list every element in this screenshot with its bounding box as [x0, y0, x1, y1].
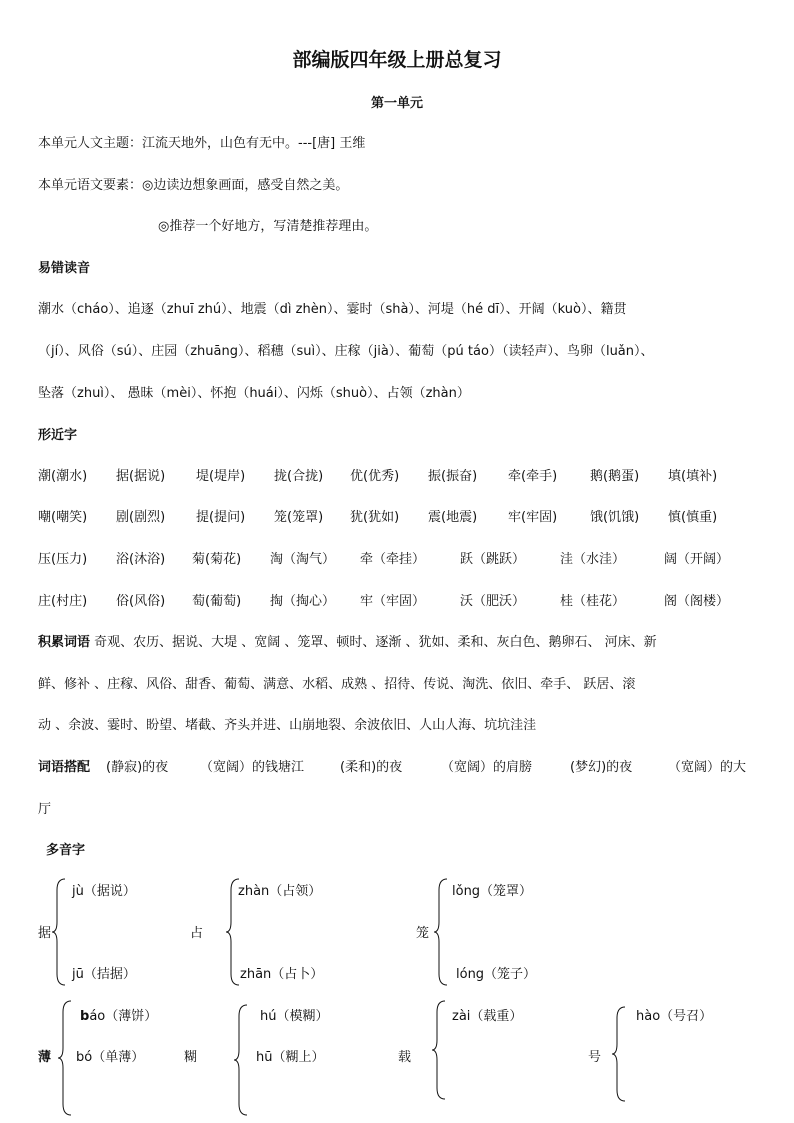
collocation-tail: 厅 [38, 802, 52, 817]
document-title: 部编版四年级上册总复习 [292, 49, 502, 71]
similar-char-item: 跃（跳跃） [460, 552, 526, 567]
vocab-line [38, 635, 657, 651]
polyphonic-reading: zài（载重） [452, 1009, 523, 1024]
polyphonic-char: 糊 [184, 1050, 198, 1065]
vocab-line: 鲜、修补 、庄稼、风俗、甜香、葡萄、满意、水稻、成熟 、招待、传说、淘洗、依旧、牵手、 跃居、滚 [38, 677, 636, 692]
similar-char-item: 桂（桂花） [560, 594, 626, 609]
element-item: ◎边读边想象画面，感受自然之美。 [142, 178, 349, 193]
collocation-item: (柔和)的夜 [340, 760, 403, 775]
similar-char-item: 饿(饥饿) [590, 510, 640, 525]
similar-char-item: 剧(剧烈) [116, 510, 166, 525]
collocation-item: （宽阔）的大 [668, 760, 747, 775]
polyphonic-char: 据 [38, 926, 52, 941]
elements-line [38, 178, 348, 194]
similar-char-item: 优(优秀) [350, 469, 400, 484]
polyphonic-reading: lǒng（笼罩） [452, 884, 533, 899]
similar-char-item: 沃（肥沃） [460, 594, 526, 609]
theme-text: 江流天地外，山色有无中。---[唐] 王维 [142, 136, 366, 151]
unit-title: 第一单元 [370, 96, 423, 111]
similar-char-item: 嘲(嘲笑) [38, 510, 88, 525]
collocation-item: (静寂)的夜 [106, 760, 169, 775]
polyphonic-reading: hú（模糊） [260, 1009, 329, 1024]
similar-char-item: 洼（水洼） [560, 552, 626, 567]
similar-char-item: 淘（淘气） [270, 552, 336, 567]
similar-char-item: 俗(风俗) [116, 594, 166, 609]
similar-char-item: 鹅(鹅蛋) [590, 469, 640, 484]
similar-char-item: 庄(村庄) [38, 594, 88, 609]
polyphonic-char: 薄 [38, 1050, 52, 1065]
polyphonic-reading: jū（拮据） [72, 967, 136, 982]
pronunciation-line: 坠落（zhuì）、 愚昧（mèi）、怀抱（huái）、闪烁（shuò）、占领（zhàn） [38, 386, 470, 401]
similar-char-item: 牢（牢固） [360, 594, 426, 609]
brace-icon [52, 878, 66, 986]
vocab-line: 动 、余波、霎时、盼望、堵截、齐头并进、山崩地裂、余波依旧、人山人海、坑坑洼洼 [38, 718, 537, 733]
polyphonic-char: 占 [190, 926, 204, 941]
similar-char-item: 提(提问) [196, 510, 246, 525]
similar-char-item: 堤(堤岸) [196, 469, 246, 484]
similar-char-item: 填(填补) [668, 469, 718, 484]
collocation-item: (梦幻)的夜 [570, 760, 633, 775]
similar-char-item: 牵（牵挂） [360, 552, 426, 567]
similar-char-item: 阁（阁楼） [664, 594, 730, 609]
brace-icon [234, 1004, 248, 1116]
similar-char-item: 拢(合拢) [274, 469, 324, 484]
polyphonic-reading: lóng（笼子） [456, 967, 537, 982]
element-item: ◎推荐一个好地方，写清楚推荐理由。 [158, 219, 378, 234]
similar-char-item: 牢(牢固) [508, 510, 558, 525]
theme-line [38, 136, 365, 152]
polyphonic-char: 载 [398, 1050, 412, 1065]
similar-char-item: 阔（开阔） [664, 552, 730, 567]
section-heading-similar: 形近字 [38, 428, 78, 443]
similar-char-item: 笼(笼罩) [274, 510, 324, 525]
polyphonic-reading: báo（薄饼） [80, 1009, 158, 1024]
similar-char-item: 震(地震) [428, 510, 478, 525]
similar-char-item: 菊(菊花) [192, 552, 242, 567]
polyphonic-char: 号 [588, 1050, 602, 1065]
similar-char-item: 潮(潮水) [38, 469, 88, 484]
vocab-text: 奇观、农历、据说、大堤 、宽阔 、笼罩、顿时、逐渐 、犹如、柔和、灰白色、鹅卵石、 河床、新 [94, 635, 657, 650]
brace-icon [434, 878, 448, 986]
brace-icon [58, 1000, 72, 1116]
brace-icon [432, 1000, 446, 1100]
polyphonic-reading: zhàn（占领） [238, 884, 322, 899]
similar-char-item: 据(据说) [116, 469, 166, 484]
polyphonic-char: 笼 [416, 926, 430, 941]
polyphonic-reading: hào（号召） [636, 1009, 713, 1024]
section-heading-pronunciation: 易错读音 [38, 261, 91, 276]
similar-char-item: 压(压力) [38, 552, 88, 567]
similar-char-item: 浴(沐浴) [116, 552, 166, 567]
similar-char-item: 犹(犹如) [350, 510, 400, 525]
brace-icon [612, 1006, 626, 1102]
collocation-item: （宽阔）的肩膀 [441, 760, 533, 775]
similar-char-item: 萄(葡萄) [192, 594, 242, 609]
similar-char-item: 振(振奋) [428, 469, 478, 484]
similar-char-item: 掏（掏心） [270, 594, 336, 609]
polyphonic-reading: jù（据说） [72, 884, 136, 899]
polyphonic-reading: bó（单薄） [76, 1050, 145, 1065]
theme-label: 本单元人文主题： [38, 136, 143, 151]
section-heading-collocation: 词语搭配 [38, 760, 91, 775]
elements-label: 本单元语文要素： [38, 178, 143, 193]
similar-char-item: 慎(慎重) [668, 510, 718, 525]
section-heading-vocab: 积累词语 [38, 635, 91, 650]
similar-char-item: 牵(牵手) [508, 469, 558, 484]
pronunciation-line: 潮水（cháo）、追逐（zhuī zhú）、地震（dì zhèn）、霎时（shà）、河堤（hé dī）、开阔（kuò）、籍贯 [38, 302, 627, 317]
polyphonic-reading: zhān（占卜） [240, 967, 324, 982]
polyphonic-reading: hū（糊上） [256, 1050, 325, 1065]
pronunciation-line: （jí）、风俗（sú）、庄园（zhuāng）、稻穗（suì）、庄稼（jià）、葡萄（pú táo）（读轻声）、鸟卵（luǎn）、 [38, 344, 654, 359]
collocation-item: （宽阔）的钱塘江 [200, 760, 305, 775]
section-heading-polyphonic: 多音字 [46, 843, 86, 858]
